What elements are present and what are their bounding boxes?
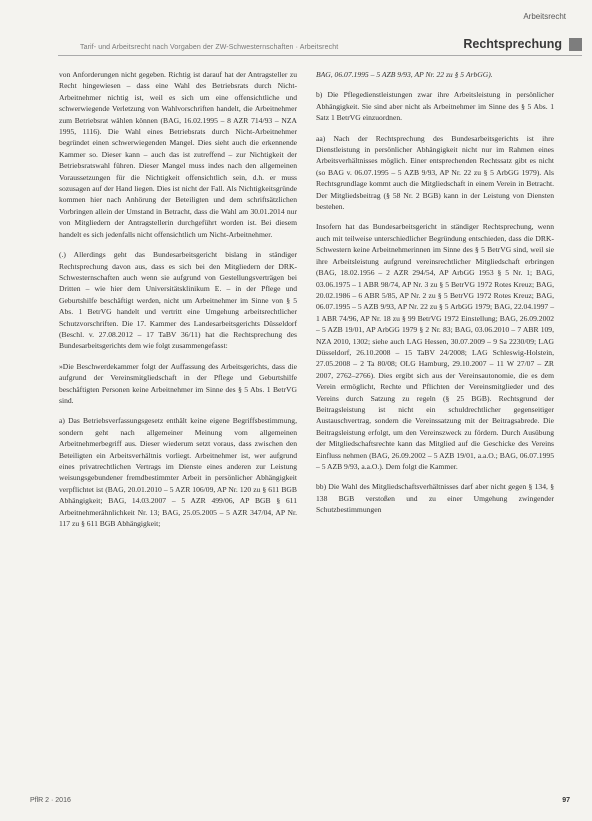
section-label: Arbeitsrecht bbox=[523, 12, 566, 21]
right-text-column bbox=[316, 69, 554, 525]
paragraph: bb) Die Wahl des Mitgliedschaftsverhältnisses darf aber nicht gegen § 134, § 138 BGB verstoßen und zu einer Umgehung zwingender Schutzbestimmungen bbox=[316, 482, 554, 515]
left-text-column bbox=[59, 69, 297, 538]
journal-issue: PflR 2 · 2016 bbox=[30, 797, 71, 804]
paragraph: b) Die Pflegedienstleistungen zwar ihre Arbeitsleistung in persönlicher Abhängigkeit. Sie sind aber nicht als Arbeitnehmer im Sinne des § 5 Abs. 1 Satz 1 BetrVG einzuordnen. bbox=[316, 90, 554, 123]
paragraph: aa) Nach der Rechtsprechung des Bundesarbeitsgerichts ist ihre Dienstleistung in persönlicher Abhängigkeit nicht nur im Rahmen eines Arbeitsverhältnisses möglich. Einer entsprechenden Rechtssatz gibt es nicht (so BAG v. 06.07.1995 – 5 AZB 9/93, AP Nr. 22 zu § 5 ArbGG 1979). Als Rechtsgrundlage kommt auch die Mitgliedschaft in einem Verein in Betracht. Der Mitgliedsbeitrag (§ 58 Nr. 2 BGB) kann in der Leistung von Diensten bestehen. bbox=[316, 133, 554, 212]
rubric-title: Rechtsprechung bbox=[463, 37, 562, 51]
paragraph: von Anforderungen nicht gegeben. Richtig ist darauf hat der Antragsteller zu Recht hingewiesen – dass eine Wahl des Betriebsrats durch Nicht-Arbeitnehmer nichtig ist, weil es sich um eine offensichtliche und schwerwiegende Verletzung von Wahlvorschriften handelt, die Arbeitnehmer zum Betriebsrat wählen können (BAG, 16.02.1995 – 8 AZR 714/93 – NZA 1995, 1116). Die Wahl eines Betriebsrats durch Nicht-Arbeitnehmer begründet einen schwerwiegenden Mangel. Dies sieht auch die erkennende Kammer so. Dieser kann – auch das ist zutreffend – zur Nichtigkeit der Betriebsratswahl führen. Dieser Mangel muss indes nach den allgemeinen Voraussetzungen für die Nichtigkeit offensichtlich sein, d.h. er muss sozusagen auf der Hand liegen. Dies ist nicht der Fall. Als Nichtigkeitsgründe kommen hier nach Anhörung der Beteiligten und dem schriftsätzlichen Vorbringen allein der Umstand in Betracht, dass die Wahl am 30.01.2014 nur von Mitgliedern der Antragstellerin durchgeführt worden ist. Bei diesem handelt es sich jedenfalls nicht offensichtlich um Nicht-Arbeitnehmer. bbox=[59, 70, 297, 239]
page-footer bbox=[30, 797, 570, 809]
paragraph: Insofern hat das Bundesarbeitsgericht in ständiger Rechtsprechung, wenn auch mit teilweise unterschiedlicher Begründung entschieden, dass die DRK-Schwestern keine Arbeitnehmerinnen im Sinne des § 5 BetrVG sind, weil sie ihre Arbeitsleistung aufgrund vereinsrechtlicher Mitgliedschaft erbringen (BAG, 18.02.1956 – 2 AZR 294/54, AP ArbGG 1953 § 5 Nr. 1; BAG, 03.06.1975 – 1 ABR 98/74, AP Nr. 3 zu § 5 BetrVG 1972 Rotes Kreuz; BAG, 20.02.1986 – 6 ABR 5/85, AP Nr. 2 zu § 5 BetrVG 1972 Rotes Kreuz; BAG, 06.07.1995 – 5 AZB 9/93, AP Nr. 22 zu § 5 ArbGG 1979; BAG, 22.04.1997 – 1 ABR 74/96, AP Nr. 18 zu § 99 BetrVG 1972 Einstellung; BAG, 26.09.2002 – 5 AZB 19/01, AP ArbGG 1979 § 2 Nr. 83; BAG, 03.06.2010 – 7 ABR 109, NZA 2010, 1302; siehe auch LAG Hessen, 30.07.2009 – 9 Sa 2230/09; LAG Düsseldorf, 26.10.2008 – 15 TaBV 24/2008; LAG Schleswig-Holstein, 27.05.2008 – 2 Ta 80/08; OLG Hamburg, 29.10.2007 – 11 W 27/07 – ZR 2007, 2762–2766). Dies ergibt sich aus der Vereinsautonomie, die es dem Verein ermöglicht, Rechte und Pflichten der Vereinsmitglieder und des Vereins durch Satzung zu regeln (§ 25 BGB). Rechtsgrund der Beitragsleistung ist nicht ein schuldrechtlicher gegenseitiger Austauschvertrag, sondern die Vereinssatzung mit der Beitragsabrede. Die Beitragsleistung erfolgt, um den Vereinszweck zu fördern. Durch Ausübung der Mitgliedschaftsrechte kann das Mitglied auf die Geschicke des Vereins Einfluss nehmen (BAG, 26.09.2002 – 5 AZB 19/01, a.a.O.; BAG, 06.07.1995 – 5 AZB 9/93, a.a.O.). Dem folgt die Kammer. bbox=[316, 222, 554, 471]
running-head: Tarif- und Arbeitsrecht nach Vorgaben der ZW-Schwesternschaften · Arbeitsrecht bbox=[80, 44, 339, 51]
header-rule bbox=[58, 55, 582, 56]
paragraph: (.) Allerdings geht das Bundesarbeitsgericht bislang in ständiger Rechtsprechung davon aus, dass es sich bei den Mitgliedern der DRK-Schwesternschaften auch wenn sie aufgrund von Gestellungsverträgen bei Dritten – wie hier dem Universitätsklinikum E. – in der Pflege und Geburtshilfe beschäftigt werden, nicht um Arbeitnehmer im Sinne von § 5 Abs. 1 BetrVG handelt und vertritt eine Umgehung arbeitsrechtlicher Schutzvorschriften. Die 17. Kammer des Landesarbeitsgerichts Düsseldorf (Beschl. v. 27.08.2012 – 17 TaBV 36/11) hat die Rechtsprechung des Bundesarbeitsgerichts dem wie folgt zusammengefasst: bbox=[59, 250, 297, 351]
quoted-paragraph: »Die Beschwerdekammer folgt der Auffassung des Arbeitsgerichts, dass die aufgrund der Vereinsmitgliedschaft in der Pflege und Geburtshilfe beschäftigten Personen keine Arbeitnehmer im Sinne des § 5 Abs. 1 BetrVG sind. bbox=[59, 361, 297, 405]
paragraph: a) Das Betriebsverfassungsgesetz enthält keine eigene Begriffsbestimmung, sondern geht nach allgemeiner Meinung vom allgemeinen Arbeitnehmerbegriff aus. Dieser wiederum setzt voraus, dass zwischen den Beteiligten ein Arbeitsverhältnis vorliegt. Arbeitnehmer ist, wer aufgrund eines privatrechtlichen Vertrags im Dienste eines anderen zur Leistung weisungsgebundener fremdbestimmter Arbeit in persönlicher Abhängigkeit verpflichtet ist (BAG, 20.01.2010 – 5 AZR 106/09, AP Nr. 120 zu § 611 BGB Abhängigkeit; BAG, 14.03.2007 – 5 AZR 499/06, AP BGB § 611 Arbeitnehmerähnlichkeit Nr. 13; BAG, 25.05.2005 – 5 AZR 347/04, AP Nr. 117 zu § 611 BGB Abhängigkeit; bbox=[59, 416, 297, 529]
citation-continuation: BAG, 06.07.1995 – 5 AZB 9/93, AP Nr. 22 zu § 5 ArbGG). bbox=[316, 70, 493, 79]
page-header bbox=[0, 0, 592, 64]
rubric-marker-square bbox=[569, 38, 582, 51]
page-number: 97 bbox=[562, 797, 570, 804]
